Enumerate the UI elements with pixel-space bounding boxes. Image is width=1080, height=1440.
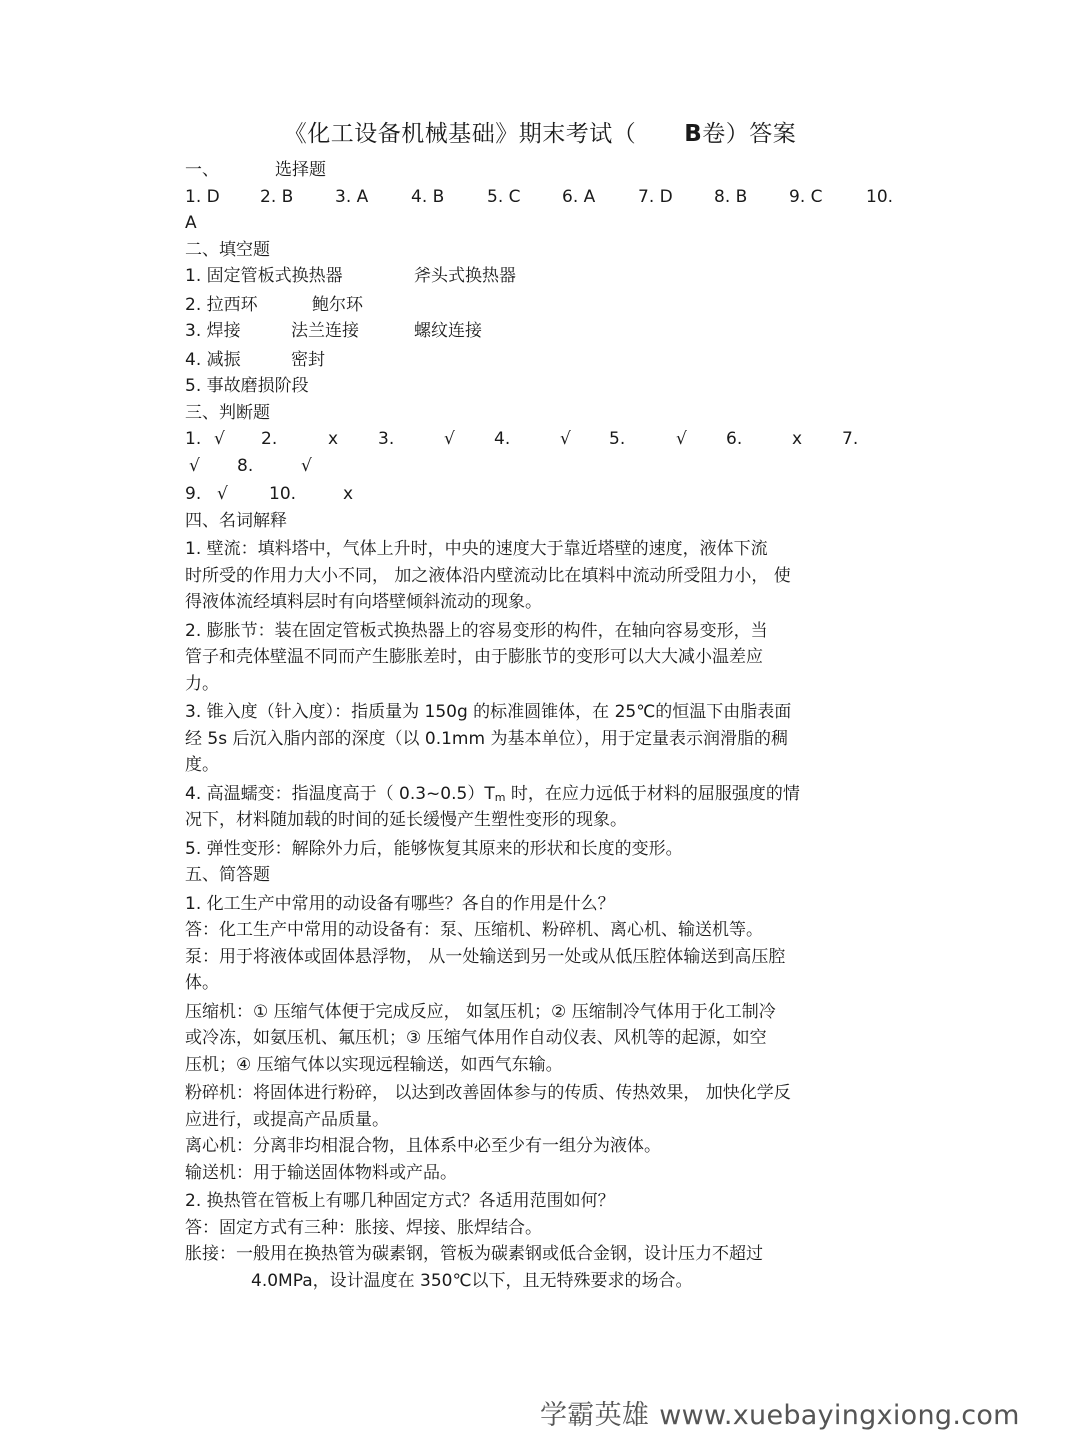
answer-line: 压机；④ 压缩气体以实现远程输送，如西气东输。: [185, 1054, 563, 1075]
section-heading-fill: 二、填空题: [185, 239, 270, 260]
judge-answers-row: 9. √ 10. x: [185, 484, 354, 504]
fill-answer-row: 3. 焊接 法兰连接 螺纹连接: [185, 321, 482, 341]
term-paragraph-line: 3. 锥入度（针入度）：指质量为 150g 的标准圆锥体，在 25℃的恒温下由脂表面: [185, 702, 792, 722]
term-paragraph-line: 管子和壳体壁温不同而产生膨胀差时，由于膨胀节的变形可以大大减小温差应: [185, 647, 763, 667]
fill-answer-row: 2. 拉西环 鲍尔环: [185, 294, 363, 315]
choice-answer-overflow: A: [185, 213, 197, 233]
section-heading-terms: 四、名词解释: [185, 510, 287, 531]
answer-line: 答：化工生产中常用的动设备有：泵、压缩机、粉碎机、离心机、输送机等。: [185, 920, 763, 940]
document-title: [0, 115, 1080, 148]
answer-content: [185, 157, 897, 1294]
answer-line: 粉碎机：将固体进行粉碎， 以达到改善固体参与的传质、传热效果， 加快化学反: [185, 1083, 791, 1103]
answer-line: 应进行，或提高产品质量。: [185, 1109, 389, 1130]
watermark: [540, 1393, 1020, 1432]
judge-answers-row: √ 8. √: [189, 455, 312, 476]
judge-answers-row: 1. √ 2. x 3. √ 4. √ 5. √ 6. x 7.: [185, 429, 859, 449]
choice-answer: 8. B: [714, 186, 748, 207]
fill-answer-row: 5. 事故磨损阶段: [185, 376, 309, 396]
choice-answer: 9. C: [789, 186, 823, 207]
watermark-brand: 学霸英雄: [540, 1400, 650, 1431]
title-suffix: 卷）答案: [702, 121, 797, 147]
term-paragraph-line: 1. 壁流：填料塔中，气体上升时，中央的速度大于靠近塔壁的速度，液体下流: [185, 539, 768, 559]
choice-answer: 2. B: [260, 186, 294, 207]
section-heading-choice: 一、 选择题: [185, 160, 326, 180]
answer-line: 2. 换热管在管板上有哪几种固定方式？各适用范围如何？: [185, 1191, 615, 1211]
fill-answer-row: 4. 减振 密封: [185, 349, 325, 370]
fill-answer-row: 1. 固定管板式换热器 斧头式换热器: [185, 266, 516, 286]
watermark-url: www.xuebayingxiong.com: [659, 1400, 1020, 1431]
answer-line: 4.0MPa，设计温度在 350℃以下，且无特殊要求的场合。: [251, 1270, 693, 1291]
choice-answer: 3. A: [335, 186, 369, 207]
answer-line: 压缩机：① 压缩气体便于完成反应， 如氢压机；② 压缩制冷气体用于化工制冷: [185, 1001, 776, 1022]
title-paper-letter: B: [684, 121, 703, 147]
answer-line: 答：固定方式有三种：胀接、焊接、胀焊结合。: [185, 1217, 542, 1238]
answer-line: 输送机：用于输送固体物料或产品。: [185, 1162, 457, 1183]
choice-answer: 5. C: [487, 186, 521, 207]
choice-answer: 1. D: [185, 186, 220, 207]
term-paragraph-line: 况下，材料随加载的时间的延长缓慢产生塑性变形的现象。: [185, 810, 627, 830]
answer-line: 1. 化工生产中常用的动设备有哪些？各自的作用是什么？: [185, 893, 615, 914]
term-paragraph-line: 得液体流经填料层时有向塔壁倾斜流动的现象。: [185, 592, 542, 612]
choice-answer: 6. A: [562, 186, 596, 207]
choice-answer: 4. B: [411, 186, 445, 207]
answer-line: 胀接：一般用在换热管为碳素钢，管板为碳素钢或低合金钢，设计压力不超过: [185, 1244, 763, 1264]
section-heading-short-answer: 五、简答题: [185, 865, 270, 885]
term-paragraph-line: 5. 弹性变形：解除外力后，能够恢复其原来的形状和长度的变形。: [185, 838, 683, 859]
choice-answer: 10.: [866, 186, 894, 207]
answer-line: 离心机：分离非均相混合物，且体系中必至少有一组分为液体。: [185, 1136, 661, 1156]
answer-line: 或冷冻，如氨压机、氟压机；③ 压缩气体用作自动仪表、风机等的起源，如空: [185, 1028, 767, 1048]
choice-answer: 7. D: [638, 186, 673, 207]
term-paragraph-line: 时所受的作用力大小不同， 加之液体沿内壁流动比在填料中流动所受阻力小， 使: [185, 565, 791, 586]
term-paragraph-line: 经 5s 后沉入脂内部的深度（以 0.1mm 为基本单位），用于定量表示润滑脂的稠: [185, 728, 788, 749]
answer-line: 泵：用于将液体或固体悬浮物， 从一处输送到另一处或从低压腔体输送到高压腔: [185, 946, 786, 967]
term-paragraph-line: 2. 膨胀节：装在固定管板式换热器上的容易变形的构件，在轴向容易变形，当: [185, 620, 768, 641]
term-paragraph-line: 力。: [185, 673, 219, 694]
section-heading-judge: 三、判断题: [185, 402, 270, 423]
title-prefix: 《化工设备机械基础》期末考试（: [283, 121, 637, 147]
answer-line: 体。: [185, 973, 219, 993]
term-paragraph-line: 4. 高温蠕变：指温度高于（ $0.3\sim 0.5)T_m$ 时，在应力远低于材料的屈服强度的情: [185, 783, 800, 804]
choice-answers-row: [185, 184, 897, 211]
term-paragraph-line: 度。: [185, 755, 219, 775]
